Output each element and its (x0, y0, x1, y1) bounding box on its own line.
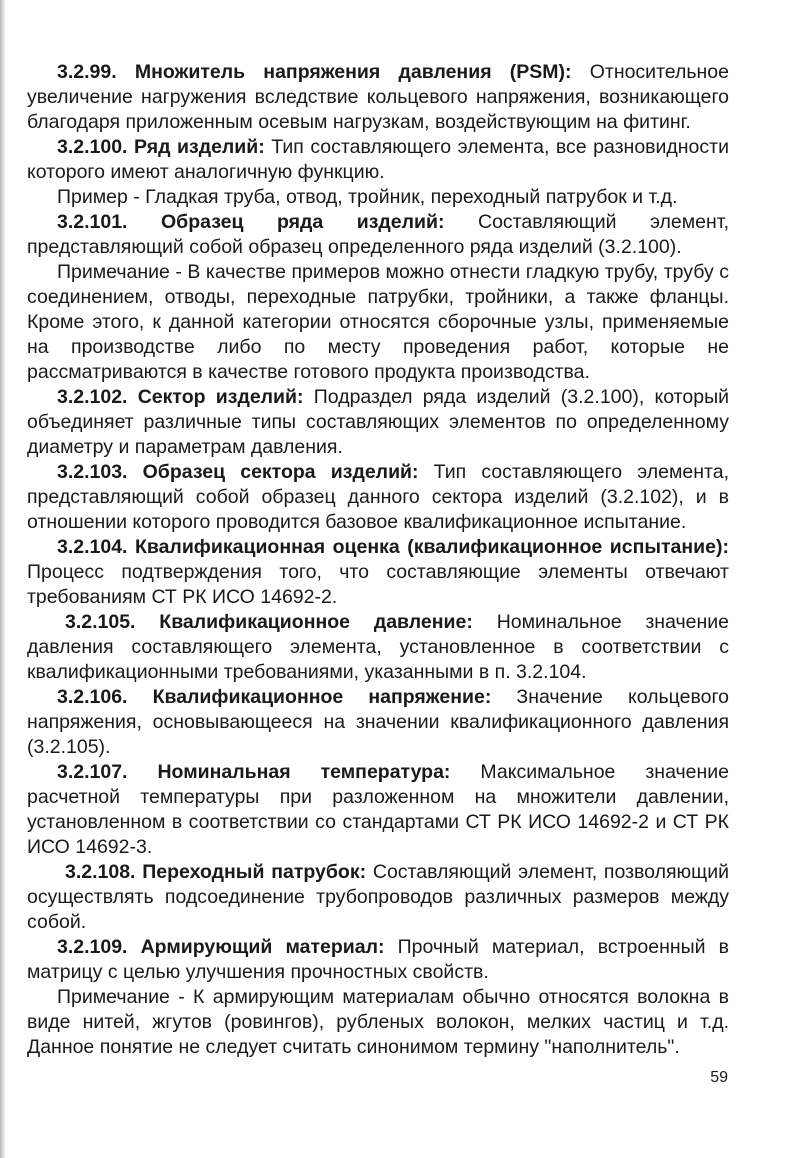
term: 3.2.103. Образец сектора изделий: (57, 461, 419, 483)
definition-text: Прочный материал, встроенный в матрицу с целью улучшения прочностных свойств. (27, 936, 729, 983)
example-text: Пример - Гладкая труба, отвод, тройник, переходный патрубок и т.д. (57, 186, 678, 208)
term: 3.2.100. Ряд изделий: (57, 136, 265, 158)
term: 3.2.109. Армирующий материал: (57, 936, 385, 958)
document-body (27, 60, 729, 1060)
definition-text: Составляющий элемент, представляющий собой образец определенного ряда изделий (3.2.100). (27, 211, 729, 258)
term: 3.2.104. Квалификационная оценка (квалификационное испытание): (57, 536, 729, 558)
note-text: Примечание - К армирующим материалам обычно относятся волокна в виде нитей, жгутов (ровингов), рубленых волокон, мелких частиц и т.д. Данное понятие не следует считать синонимом термину "наполнитель". (27, 986, 729, 1058)
term: 3.2.106. Квалификационное напряжение: (57, 686, 492, 708)
definition-text: Относительное увеличение нагружения вследствие кольцевого напряжения, возникающего благодаря приложенным осевым нагрузкам, воздействующим на фитинг. (27, 61, 729, 133)
page-number: 59 (710, 1069, 728, 1086)
definition-text: Тип составляющего элемента, представляющий собой образец данного сектора изделий (3.2.102), и в отношении которого проводится базовое квалификационное испытание. (27, 461, 729, 533)
term: 3.2.107. Номинальная температура: (57, 761, 451, 783)
term: 3.2.101. Образец ряда изделий: (57, 211, 445, 233)
definition-3-2-100 (27, 135, 729, 185)
definition-text: Значение кольцевого напряжения, основывающееся на значении квалификационного давления (3.2.105). (27, 686, 729, 758)
term: 3.2.105. Квалификационное давление: (65, 611, 473, 633)
definition-text: Подраздел ряда изделий (3.2.100), который объединяет различные типы составляющих элементов по определенному диаметру и параметрам давления. (27, 386, 729, 458)
definition-3-2-101 (27, 210, 729, 260)
definition-3-2-109 (27, 935, 729, 985)
definition-text: Номинальное значение давления составляющего элемента, установленное в соответствии с квалификационными требованиями, указанными в п. 3.2.104. (27, 611, 729, 683)
definition-text: Максимальное значение расчетной температуры при разложенном на множители давлении, установленном в соответствии со стандартами СТ РК ИСО 14692-2 и СТ РК ИСО 14692-3. (27, 761, 730, 858)
term: 3.2.99. Множитель напряжения давления (PSM): (57, 61, 572, 83)
definition-3-2-99 (27, 60, 729, 135)
definition-text: Процесс подтверждения того, что составляющие элементы отвечают требованиям СТ РК ИСО 14692-2. (27, 561, 729, 608)
note-text: Примечание - В качестве примеров можно отнести гладкую трубу, трубу с соединением, отводы, переходные патрубки, тройники, а также фланцы. Кроме этого, к данной категории относятся сборочные узлы, применяемые на производстве либо по месту проведения работ, которые не рассматриваются в качестве готового продукта производства. (27, 261, 729, 383)
definition-3-2-103 (27, 460, 729, 535)
definition-3-2-104 (27, 535, 729, 610)
term: 3.2.102. Сектор изделий: (57, 386, 304, 408)
example-paragraph (27, 185, 729, 210)
note-paragraph (27, 260, 729, 385)
definition-3-2-102 (27, 385, 729, 460)
term: 3.2.108. Переходный патрубок: (65, 861, 367, 883)
definition-text: Тип составляющего элемента, все разновидности которого имеют аналогичную функцию. (27, 136, 729, 183)
definition-3-2-106 (27, 685, 729, 760)
definition-3-2-107 (27, 760, 729, 860)
page-edge-shadow (0, 0, 6, 1158)
definition-3-2-105 (27, 610, 729, 685)
note-paragraph (27, 985, 729, 1060)
definition-3-2-108 (27, 860, 729, 935)
definition-text: Составляющий элемент, позволяющий осуществлять подсоединение трубопроводов различных размеров между собой. (27, 861, 729, 933)
